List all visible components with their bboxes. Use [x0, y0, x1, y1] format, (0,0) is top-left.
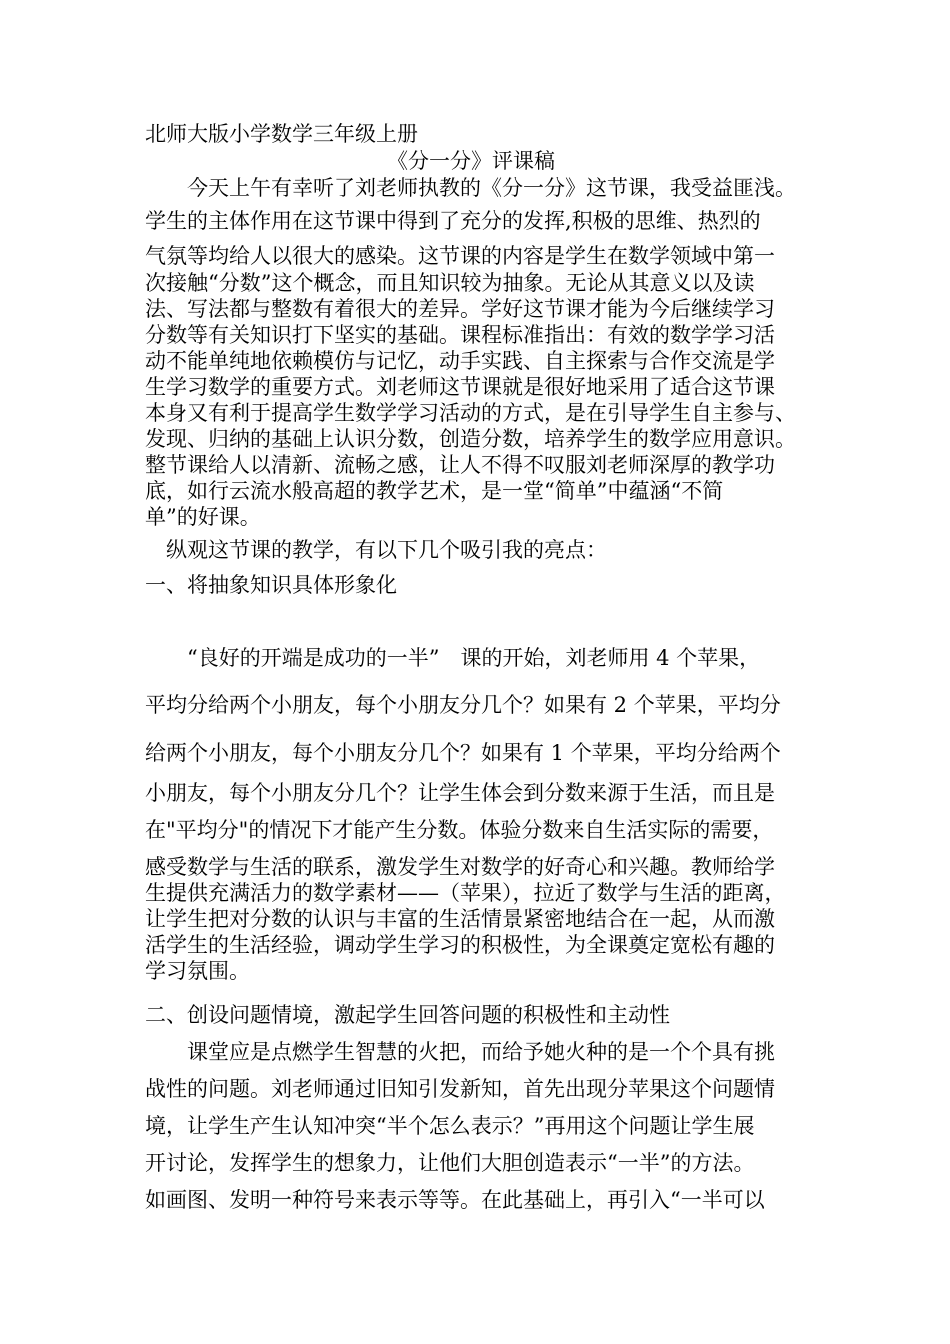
intro-line: 单”的好课。: [145, 505, 261, 529]
section-heading-1: 一、将抽象知识具体形象化: [145, 573, 397, 597]
intro-line: 生学习数学的重要方式。刘老师这节课就是很好地采用了适合这节课: [145, 375, 775, 399]
intro-line: 整节课给人以清新、流畅之感，让人不得不叹服刘老师深厚的教学功: [145, 453, 775, 477]
intro-line: 底，如行云流水般高超的教学艺术，是一堂“简单”中蕴涵“不简: [145, 479, 724, 503]
intro-line: 本身又有利于提高学生数学学习活动的方式，是在引导学生自主参与、: [145, 401, 796, 425]
section-heading-2: 二、创设问题情境，激起学生回答问题的积极性和主动性: [145, 1003, 670, 1027]
overview-line: 纵观这节课的教学，有以下几个吸引我的亮点：: [145, 538, 607, 562]
section1-line: 在"平均分"的情况下才能产生分数。体验分数来自生活实际的需要，: [145, 818, 774, 842]
document-header: 北师大版小学数学三年级上册: [145, 122, 418, 146]
section2-line: 如画图、发明一种符号来表示等等。在此基础上，再引入“一半可以: [145, 1188, 765, 1212]
section1-line: 让学生把对分数的认识与丰富的生活情景紧密地结合在一起，从而激: [145, 907, 775, 931]
intro-line: 分数等有关知识打下坚实的基础。课程标准指出：有效的数学学习活: [145, 323, 775, 347]
intro-line: 动不能单纯地依赖模仿与记忆，动手实践、自主探索与合作交流是学: [145, 349, 775, 373]
intro-line: 发现、归纳的基础上认识分数，创造分数，培养学生的数学应用意识。: [145, 427, 796, 451]
intro-line: 今天上午有幸听了刘老师执教的《分一分》这节课，我受益匪浅。: [145, 176, 796, 200]
document-title: 《分一分》评课稿: [387, 149, 555, 173]
section2-line: 课堂应是点燃学生智慧的火把，而给予她火种的是一个个具有挑: [145, 1040, 775, 1064]
section2-line: 战性的问题。刘老师通过旧知引发新知，首先出现分苹果这个问题情: [145, 1077, 775, 1101]
section2-line: 境，让学生产生认知冲突“半个怎么表示？”再用这个问题让学生展: [145, 1114, 755, 1138]
section1-line: 学习氛围。: [145, 959, 250, 983]
section1-line: 给两个小朋友，每个小朋友分几个？如果有 1 个苹果，平均分给两个: [145, 741, 781, 765]
intro-line: 法、写法都与整数有着很大的差异。学好这节课才能为今后继续学习: [145, 297, 775, 321]
section1-line: 活学生的生活经验，调动学生学习的积极性，为全课奠定宽松有趣的: [145, 933, 775, 957]
intro-line: 学生的主体作用在这节课中得到了充分的发挥,积极的思维、热烈的: [145, 209, 761, 233]
section1-line: 生提供充满活力的数学素材——（苹果），拉近了数学与生活的距离，: [145, 881, 786, 905]
section1-line: “良好的开端是成功的一半” 课的开始，刘老师用 4 个苹果，: [145, 646, 761, 670]
section2-line: 开讨论，发挥学生的想象力，让他们大胆创造表示“一半”的方法。: [145, 1151, 755, 1175]
section1-line: 平均分给两个小朋友，每个小朋友分几个？如果有 2 个苹果，平均分: [145, 693, 781, 717]
section1-line: 感受数学与生活的联系，激发学生对数学的好奇心和兴趣。教师给学: [145, 855, 775, 879]
section1-line: 小朋友，每个小朋友分几个？让学生体会到分数来源于生活，而且是: [145, 781, 775, 805]
intro-line: 次接触“分数”这个概念，而且知识较为抽象。无论从其意义以及读: [145, 271, 755, 295]
intro-line: 气氛等均给人以很大的感染。这节课的内容是学生在数学领域中第一: [145, 244, 775, 268]
